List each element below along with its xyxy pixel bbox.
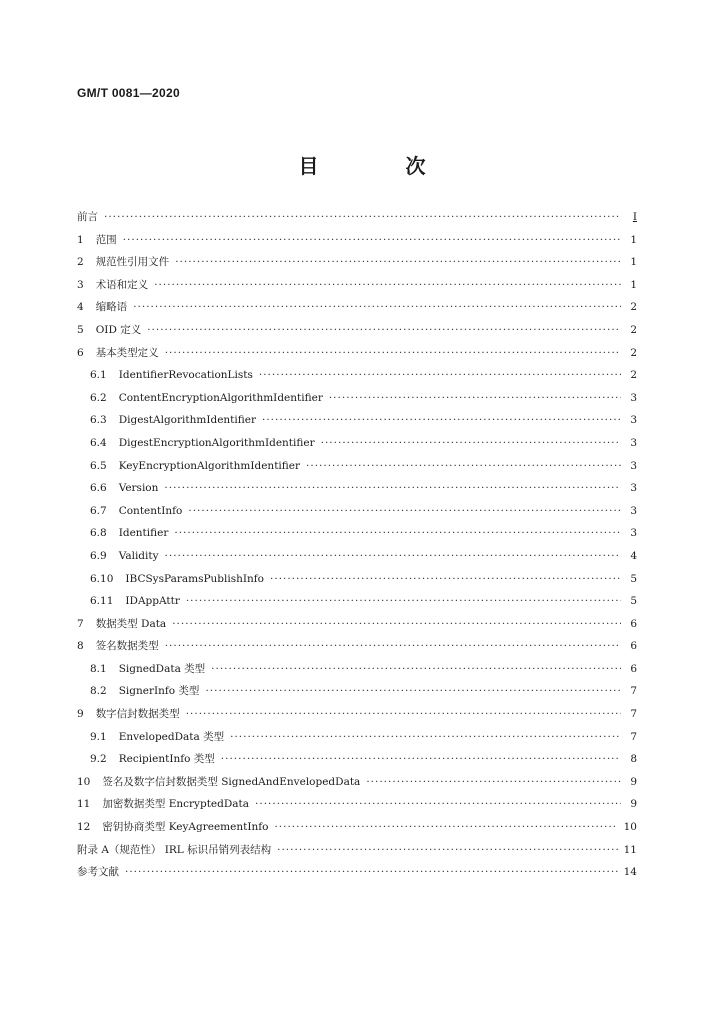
toc-entry[interactable] (77, 568, 637, 591)
toc-entry-page-number: 6 (630, 617, 637, 630)
toc-entry-page-number: 7 (630, 685, 637, 698)
toc-entry[interactable] (77, 319, 637, 342)
toc-entry-label: SignedData 类型 (118, 662, 206, 675)
toc-entry-number: 6.5 (90, 459, 107, 472)
toc-entry-number: 6.7 (90, 504, 107, 517)
toc-entry[interactable] (77, 274, 637, 297)
toc-entry-page-number: 1 (630, 256, 637, 269)
toc-entry[interactable] (77, 206, 637, 229)
toc-entry-label: 数据类型 Data (95, 617, 167, 630)
toc-entry[interactable] (77, 455, 637, 478)
toc-entry-label: RecipientInfo 类型 (118, 753, 215, 766)
toc-entry-page-number: 3 (630, 482, 637, 495)
toc-entry[interactable] (77, 771, 637, 794)
toc-entry-number: 8.2 (90, 685, 107, 698)
toc-entry-page-number: 5 (630, 595, 637, 608)
dot-leader (165, 545, 621, 568)
toc-entry-number: 1 (77, 233, 84, 246)
dot-leader (123, 229, 621, 252)
dot-leader (211, 658, 621, 681)
toc-entry[interactable] (77, 613, 637, 636)
toc-entry-label: DigestEncryptionAlgorithmIdentifier (118, 436, 315, 449)
table-of-contents (77, 206, 637, 884)
toc-entry-label: IDAppAttr (125, 595, 180, 608)
toc-entry[interactable] (77, 500, 637, 523)
standard-code: GM/T 0081—2020 (77, 86, 180, 100)
toc-entry[interactable] (77, 251, 637, 274)
toc-entry[interactable] (77, 861, 637, 884)
dot-leader (274, 816, 617, 839)
toc-entry[interactable] (77, 816, 637, 839)
dot-leader (277, 839, 618, 862)
dot-leader (104, 206, 621, 229)
toc-entry-label: KeyEncryptionAlgorithmIdentifier (118, 459, 301, 472)
toc-entry[interactable] (77, 477, 637, 500)
toc-entry-label: 签名及数字信封数据类型 SignedAndEnvelopedData (102, 775, 361, 788)
dot-leader (175, 251, 621, 274)
toc-entry-label: 范围 (95, 233, 117, 246)
toc-entry-number: 5 (77, 323, 84, 336)
dot-leader (165, 342, 621, 365)
toc-entry-page-number: 2 (630, 301, 637, 314)
toc-entry-number: 6.9 (90, 549, 107, 562)
toc-entry-page-number: 3 (630, 391, 637, 404)
toc-entry-page-number: 1 (630, 233, 637, 246)
toc-entry-page-number: 8 (630, 753, 637, 766)
dot-leader (262, 409, 621, 432)
toc-entry-number: 2 (77, 256, 84, 269)
toc-entry-page-number: 10 (623, 821, 637, 834)
dot-leader (165, 635, 621, 658)
toc-entry-label: OID 定义 (95, 323, 142, 336)
dot-leader (230, 726, 621, 749)
toc-entry-label: ContentInfo (118, 504, 183, 517)
toc-entry-number: 12 (77, 821, 91, 834)
dot-leader (321, 432, 621, 455)
toc-entry[interactable] (77, 409, 637, 432)
toc-entry-label: 签名数据类型 (95, 640, 159, 653)
toc-entry-page-number: 9 (630, 775, 637, 788)
dot-leader (205, 680, 621, 703)
toc-entry[interactable] (77, 229, 637, 252)
toc-entry[interactable] (77, 658, 637, 681)
dot-leader (221, 748, 621, 771)
dot-leader (259, 364, 621, 387)
toc-entry[interactable] (77, 793, 637, 816)
toc-entry-label: Identifier (118, 527, 169, 540)
toc-entry-page-number: 7 (630, 708, 637, 721)
toc-entry[interactable] (77, 748, 637, 771)
toc-entry-page-number: 9 (630, 798, 637, 811)
toc-entry-number: 9 (77, 708, 84, 721)
toc-entry-number: 7 (77, 617, 84, 630)
toc-title: 目 次 (298, 154, 466, 178)
toc-entry-label: 术语和定义 (95, 278, 149, 291)
toc-entry-label: SignerInfo 类型 (118, 685, 200, 698)
toc-entry-page-number: 6 (630, 640, 637, 653)
toc-entry-page-number: 3 (630, 414, 637, 427)
toc-entry-number: 6.11 (90, 595, 114, 608)
toc-entry-label: 前言 (77, 211, 98, 223)
dot-leader (154, 274, 621, 297)
toc-entry[interactable] (77, 703, 637, 726)
toc-entry-number: 3 (77, 278, 84, 291)
toc-entry-page-number: 2 (630, 323, 637, 336)
toc-entry-page-number: 2 (630, 369, 637, 382)
toc-entry-label: IdentifierRevocationLists (118, 369, 253, 382)
toc-entry[interactable] (77, 296, 637, 319)
toc-entry-number: 8 (77, 640, 84, 653)
toc-entry-page-number: 2 (630, 346, 637, 359)
toc-entry-page-number: 3 (630, 436, 637, 449)
toc-entry[interactable] (77, 387, 637, 410)
toc-entry-number: 11 (77, 798, 91, 811)
dot-leader (186, 703, 621, 726)
toc-entry[interactable] (77, 680, 637, 703)
dot-leader (164, 477, 621, 500)
toc-entry[interactable] (77, 635, 637, 658)
toc-entry[interactable] (77, 342, 637, 365)
toc-entry-number: 10 (77, 775, 91, 788)
toc-entry-number: 4 (77, 301, 84, 314)
toc-entry[interactable] (77, 839, 637, 862)
toc-entry-number: 6.1 (90, 369, 107, 382)
toc-entry-label: 规范性引用文件 (95, 256, 170, 269)
dot-leader (133, 296, 621, 319)
toc-entry-label: 参考文献 (77, 866, 119, 879)
toc-entry-number: 9.2 (90, 753, 107, 766)
toc-entry-number: 6.6 (90, 482, 107, 495)
toc-entry-label: 附录 A（规范性） IRL 标识吊销列表结构 (77, 843, 272, 856)
toc-entry-number: 8.1 (90, 662, 107, 675)
toc-entry-page-number: 5 (630, 572, 637, 585)
toc-entry-number: 9.1 (90, 730, 107, 743)
dot-leader (188, 500, 621, 523)
toc-entry-number: 6.4 (90, 436, 107, 449)
toc-entry-label: DigestAlgorithmIdentifier (118, 414, 256, 427)
toc-entry-label: Validity (118, 549, 159, 562)
toc-entry-page-number: 1 (630, 278, 637, 291)
toc-entry-label: Version (118, 482, 159, 495)
toc-entry-page-number: 7 (630, 730, 637, 743)
toc-entry-label: 加密数据类型 EncryptedData (102, 798, 250, 811)
dot-leader (270, 568, 621, 591)
toc-entry-page-number: 11 (623, 843, 637, 856)
toc-entry-label: 数字信封数据类型 (95, 708, 180, 721)
toc-entry[interactable] (77, 364, 637, 387)
toc-entry-page-number: 3 (630, 504, 637, 517)
toc-entry-page-number: 14 (623, 866, 637, 879)
toc-entry-page-number: 3 (630, 459, 637, 472)
toc-entry-number: 6.8 (90, 527, 107, 540)
toc-entry-page-number: 4 (630, 549, 637, 562)
toc-entry-number: 6.10 (90, 572, 114, 585)
dot-leader (366, 771, 621, 794)
dot-leader (306, 455, 621, 478)
toc-entry[interactable] (77, 522, 637, 545)
toc-entry[interactable] (77, 590, 637, 613)
toc-entry-page-number: I (632, 211, 637, 223)
toc-entry-number: 6.3 (90, 414, 107, 427)
toc-entry-label: 基本类型定义 (95, 346, 159, 359)
dot-leader (255, 793, 621, 816)
toc-entry-number: 6.2 (90, 391, 107, 404)
dot-leader (186, 590, 621, 613)
dot-leader (147, 319, 621, 342)
dot-leader (174, 522, 621, 545)
toc-entry-label: ContentEncryptionAlgorithmIdentifier (118, 391, 323, 404)
toc-entry-label: 缩略语 (95, 301, 128, 314)
toc-entry[interactable] (77, 432, 637, 455)
toc-entry-page-number: 3 (630, 527, 637, 540)
toc-entry[interactable] (77, 726, 637, 749)
toc-entry[interactable] (77, 545, 637, 568)
toc-entry-label: IBCSysParamsPublishInfo (125, 572, 265, 585)
toc-entry-number: 6 (77, 346, 84, 359)
toc-entry-label: EnvelopedData 类型 (118, 730, 225, 743)
toc-entry-label: 密钥协商类型 KeyAgreementInfo (102, 821, 269, 834)
dot-leader (329, 387, 621, 410)
dot-leader (172, 613, 621, 636)
dot-leader (125, 861, 618, 884)
toc-entry-page-number: 6 (630, 662, 637, 675)
